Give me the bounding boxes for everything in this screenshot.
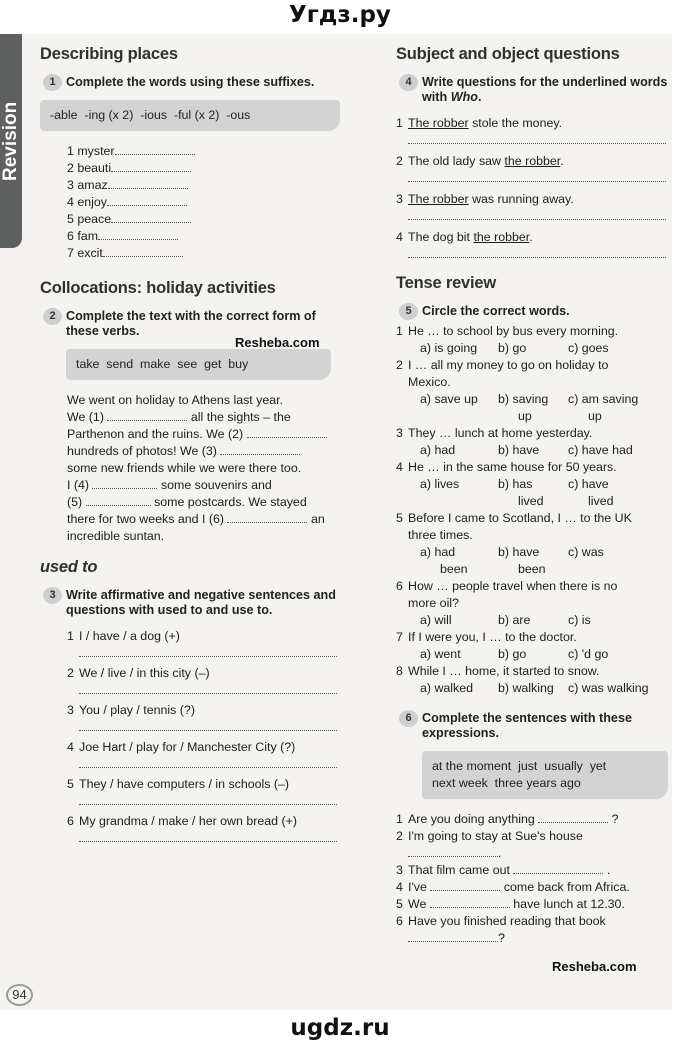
answer-option[interactable]: c) have had xyxy=(568,443,633,457)
item-number: 1 xyxy=(67,144,74,158)
item-number: 8 xyxy=(396,664,403,678)
text-line: We (1) all the sights – the xyxy=(67,410,291,424)
sentence-prompt xyxy=(40,739,340,756)
item-number: 6 xyxy=(396,914,403,928)
text-line: incredible suntan. xyxy=(67,529,165,543)
word-stem: excit xyxy=(77,246,103,260)
item-number: 4 xyxy=(67,740,74,754)
text-line: I (4) some souvenirs and xyxy=(67,478,272,492)
answer-blank[interactable] xyxy=(108,177,188,189)
word-item xyxy=(67,245,340,262)
item-number: 2 xyxy=(67,161,74,175)
item-number: 3 xyxy=(67,703,74,717)
word-stem: fam xyxy=(77,229,99,243)
answer-line[interactable] xyxy=(408,208,666,220)
section-title-tense-review: Tense review xyxy=(396,274,497,292)
sentence-item xyxy=(396,862,668,879)
question-text: three times. xyxy=(408,528,473,542)
item-number: 7 xyxy=(67,246,74,260)
item-number: 1 xyxy=(396,116,403,130)
answer-option[interactable]: a) had xyxy=(420,443,456,457)
answer-blank[interactable] xyxy=(111,211,191,223)
answer-option[interactable]: b) walking xyxy=(498,681,554,695)
answer-line[interactable] xyxy=(408,246,666,258)
question-prompt xyxy=(396,153,668,170)
underlined-words: The robber xyxy=(408,116,469,130)
item-number: 2 xyxy=(396,829,403,843)
exercise-5-instruction: 5 Circle the correct words. xyxy=(396,304,668,319)
underlined-words: The robber xyxy=(408,192,469,206)
answer-blank[interactable] xyxy=(98,228,178,240)
answer-option[interactable]: b) are xyxy=(498,613,531,627)
multiple-choice-item xyxy=(396,357,668,425)
question-text: How … people travel when there is no xyxy=(408,579,618,593)
prompt-text: My grandma / make / her own bread (+) xyxy=(79,814,297,828)
multiple-choice-item xyxy=(396,510,668,578)
word-item xyxy=(67,194,340,211)
answer-options xyxy=(408,646,668,663)
item-number: 6 xyxy=(67,814,74,828)
sentence-text: Are you doing anything ? xyxy=(408,812,619,826)
expression-list-line-2: next week three years ago xyxy=(432,776,581,790)
suffix-list: -able -ing (x 2) -ious -ful (x 2) -ous xyxy=(50,108,251,122)
word-stem: beauti xyxy=(77,161,112,175)
answer-options xyxy=(408,680,668,697)
exercise-number-4: 4 xyxy=(399,74,418,91)
section-title-describing: Describing places xyxy=(40,45,178,63)
item-number: 4 xyxy=(396,460,403,474)
answer-blank[interactable] xyxy=(408,845,498,857)
answer-blank[interactable] xyxy=(538,811,608,823)
item-number: 3 xyxy=(396,192,403,206)
answer-option[interactable]: b) go xyxy=(498,647,527,661)
item-number: 4 xyxy=(67,195,74,209)
prompt-text: The robber was running away. xyxy=(408,192,574,206)
question-text: He … to school by bus every morning. xyxy=(408,324,619,338)
question-text: He … in the same house for 50 years. xyxy=(408,460,617,474)
exercise-1-list xyxy=(40,143,340,262)
question-text: They … lunch at home yesterday. xyxy=(408,426,593,440)
exercise-5-list xyxy=(396,323,668,697)
answer-options xyxy=(408,391,668,408)
sentence-text: Have you finished reading that book xyxy=(408,914,606,928)
sentence-text: That film came out . xyxy=(408,863,611,877)
sentence-item xyxy=(396,913,668,947)
exercise-number-3: 3 xyxy=(43,587,62,604)
exercise-3-list xyxy=(40,628,340,842)
answer-option[interactable]: c) have xyxy=(568,477,609,491)
answer-option[interactable]: b) go xyxy=(498,341,527,355)
answer-options xyxy=(408,544,668,561)
revision-tab-label: Revision xyxy=(0,101,21,181)
prompt-text: They / have computers / in schools (–) xyxy=(79,777,290,791)
exercise-number-6: 6 xyxy=(399,710,418,727)
item-number: 5 xyxy=(396,897,403,911)
item-number: 5 xyxy=(67,212,74,226)
item-number: 2 xyxy=(67,666,74,680)
expression-box xyxy=(422,751,668,799)
word-item xyxy=(67,211,340,228)
question-text: Before I came to Scotland, I … to the UK xyxy=(408,511,632,525)
item-number: 2 xyxy=(396,154,403,168)
item-number: 6 xyxy=(67,229,74,243)
answer-option[interactable]: c) is xyxy=(568,613,591,627)
answer-option[interactable]: a) walked xyxy=(420,681,474,695)
right-column xyxy=(396,34,668,947)
item-number: 7 xyxy=(396,630,403,644)
answer-blank[interactable] xyxy=(111,160,191,172)
watermark-resheba-top[interactable]: Resheba.com xyxy=(235,335,320,350)
answer-option[interactable]: a) is going xyxy=(420,341,478,355)
exercise-2-text xyxy=(40,392,340,545)
answer-option[interactable]: a) save up xyxy=(420,392,478,406)
multiple-choice-item xyxy=(396,323,668,357)
answer-blank[interactable] xyxy=(86,494,151,506)
prompt-text: You / play / tennis (?) xyxy=(79,703,195,717)
prompt-text: The dog bit the robber. xyxy=(408,230,533,244)
sentence-prompt xyxy=(40,813,340,830)
word-stem: enjoy xyxy=(77,195,107,209)
answer-blank[interactable] xyxy=(220,443,300,455)
answer-blank[interactable] xyxy=(430,896,510,908)
text-line: We went on holiday to Athens last year. xyxy=(67,393,284,407)
item-number: 5 xyxy=(67,777,74,791)
section-title-subject-object: Subject and object questions xyxy=(396,45,620,63)
answer-options xyxy=(408,442,668,459)
sentence-item xyxy=(396,896,668,913)
exercise-6-instruction: 6 Complete the sentences with these expressions. xyxy=(396,711,668,741)
question-text: I … all my money to go on holiday to xyxy=(408,358,609,372)
item-number: 4 xyxy=(396,230,403,244)
word-item xyxy=(67,143,340,160)
item-number: 4 xyxy=(396,880,403,894)
sentence-text: I'm going to stay at Sue's house xyxy=(408,829,583,843)
exercise-6-list xyxy=(396,811,668,947)
text-line: there for two weeks and I (6) an xyxy=(67,512,325,526)
item-number: 3 xyxy=(396,863,403,877)
multiple-choice-item xyxy=(396,459,668,510)
exercise-4-list xyxy=(396,115,668,258)
left-column xyxy=(40,34,340,850)
question-text: more oil? xyxy=(408,596,459,610)
multiple-choice-item xyxy=(396,578,668,629)
answer-option[interactable]: b) have xyxy=(498,545,540,559)
suffix-box xyxy=(40,100,340,131)
answer-options-continued: been been xyxy=(440,562,546,576)
answer-line[interactable] xyxy=(79,645,337,657)
exercise-4-instruction: 4 Write questions for the underlined words with Who. xyxy=(396,75,668,105)
answer-line[interactable] xyxy=(408,170,666,182)
answer-option[interactable]: c) am saving xyxy=(568,392,639,406)
sentence-item xyxy=(396,879,668,896)
site-header[interactable]: Угдз.ру xyxy=(289,2,391,28)
sentence-prompt xyxy=(40,776,340,793)
question-prompt xyxy=(396,229,668,246)
word-item xyxy=(67,177,340,194)
text-line: Parthenon and the ruins. We (2) xyxy=(67,426,340,443)
sentence-item xyxy=(396,828,668,862)
answer-blank[interactable] xyxy=(92,477,157,489)
answer-options xyxy=(408,476,668,493)
answer-option[interactable]: c) 'd go xyxy=(568,647,609,661)
answer-line[interactable] xyxy=(79,682,337,694)
answer-line[interactable] xyxy=(79,793,337,805)
site-footer[interactable]: ugdz.ru xyxy=(290,1015,390,1041)
answer-options-continued: lived lived xyxy=(518,494,614,508)
answer-line[interactable] xyxy=(79,830,337,842)
word-stem: myster xyxy=(77,144,115,158)
answer-line[interactable] xyxy=(79,756,337,768)
answer-option[interactable]: c) goes xyxy=(568,341,609,355)
answer-blank[interactable] xyxy=(430,879,500,891)
sentence-prompt xyxy=(40,702,340,719)
sentence-item xyxy=(396,811,668,828)
exercise-3-instruction: 3 Write affirmative and negative sentences and questions with used to and use to. xyxy=(40,588,340,618)
answer-line[interactable] xyxy=(79,719,337,731)
item-number: 3 xyxy=(396,426,403,440)
revision-tab xyxy=(0,34,22,248)
multiple-choice-item xyxy=(396,629,668,663)
answer-blank[interactable] xyxy=(107,409,187,421)
word-item xyxy=(67,160,340,177)
word-stem: peace xyxy=(77,212,112,226)
question-text: If I were you, I … to the doctor. xyxy=(408,630,577,644)
sentence-text: I've come back from Africa. xyxy=(408,880,630,894)
item-number: 1 xyxy=(396,324,403,338)
exercise-number-5: 5 xyxy=(399,303,418,320)
answer-options xyxy=(408,340,668,357)
answer-blank[interactable] xyxy=(103,245,183,257)
question-prompt xyxy=(396,191,668,208)
exercise-2-instruction: 2 Complete the text with the correct form of these verbs. xyxy=(40,309,340,339)
answer-options-continued: up up xyxy=(518,409,602,423)
answer-option[interactable]: a) went xyxy=(420,647,461,661)
item-number: 1 xyxy=(396,812,403,826)
page-number: 94 xyxy=(6,984,33,1006)
sentence-continuation: ? xyxy=(408,930,668,947)
sentence-continuation: . xyxy=(408,845,668,862)
text-line: hundreds of photos! We (3) xyxy=(67,443,340,460)
item-number: 2 xyxy=(396,358,403,372)
answer-blank[interactable] xyxy=(247,426,327,438)
answer-blank[interactable] xyxy=(115,143,195,155)
answer-option[interactable]: a) lives xyxy=(420,477,460,491)
answer-option[interactable]: c) was xyxy=(568,545,604,559)
prompt-text: We / live / in this city (–) xyxy=(79,666,210,680)
item-number: 1 xyxy=(67,629,74,643)
text-line: (5) some postcards. We stayed xyxy=(67,495,307,509)
answer-options xyxy=(408,612,668,629)
answer-option[interactable]: b) have xyxy=(498,443,540,457)
exercise-number-2: 2 xyxy=(43,308,62,325)
answer-blank[interactable] xyxy=(513,862,603,874)
word-item xyxy=(67,228,340,245)
answer-option[interactable]: a) will xyxy=(420,613,452,627)
watermark-resheba-bottom[interactable]: Resheba.com xyxy=(552,959,637,974)
verb-box xyxy=(66,349,331,380)
answer-blank[interactable] xyxy=(408,930,498,942)
expression-list-line-1: at the moment just usually yet xyxy=(432,759,607,773)
item-number: 3 xyxy=(67,178,74,192)
prompt-text: I / have / a dog (+) xyxy=(79,629,180,643)
section-title-used-to: used to xyxy=(40,558,98,576)
sentence-prompt xyxy=(40,628,340,645)
textbook-page xyxy=(0,34,672,1010)
exercise-number-1: 1 xyxy=(43,74,62,91)
underlined-words: the robber xyxy=(473,230,530,244)
answer-option[interactable]: b) saving xyxy=(498,392,549,406)
prompt-text: Joe Hart / play for / Manchester City (?) xyxy=(79,740,296,754)
verb-list: take send make see get buy xyxy=(76,357,249,371)
answer-option[interactable]: b) has xyxy=(498,477,533,491)
text-line: some new friends while we were there too. xyxy=(67,461,302,475)
answer-line[interactable] xyxy=(408,132,666,144)
section-title-collocations: Collocations: holiday activities xyxy=(40,279,276,297)
sentence-text: We have lunch at 12.30. xyxy=(408,897,625,911)
question-text: While I … home, it started to snow. xyxy=(408,664,600,678)
answer-option[interactable]: c) was walking xyxy=(568,681,649,695)
answer-blank[interactable] xyxy=(227,511,307,523)
prompt-text: The old lady saw the robber. xyxy=(408,154,564,168)
answer-option[interactable]: a) had xyxy=(420,545,456,559)
question-text: Mexico. xyxy=(408,375,451,389)
exercise-1-instruction: 1 Complete the words using these suffixes. xyxy=(40,75,340,90)
sentence-prompt xyxy=(40,665,340,682)
question-prompt xyxy=(396,115,668,132)
item-number: 5 xyxy=(396,511,403,525)
multiple-choice-item xyxy=(396,663,668,697)
answer-blank[interactable] xyxy=(107,194,187,206)
underlined-words: the robber xyxy=(504,154,561,168)
word-stem: amaz xyxy=(77,178,108,192)
multiple-choice-item xyxy=(396,425,668,459)
item-number: 6 xyxy=(396,579,403,593)
prompt-text: The robber stole the money. xyxy=(408,116,563,130)
